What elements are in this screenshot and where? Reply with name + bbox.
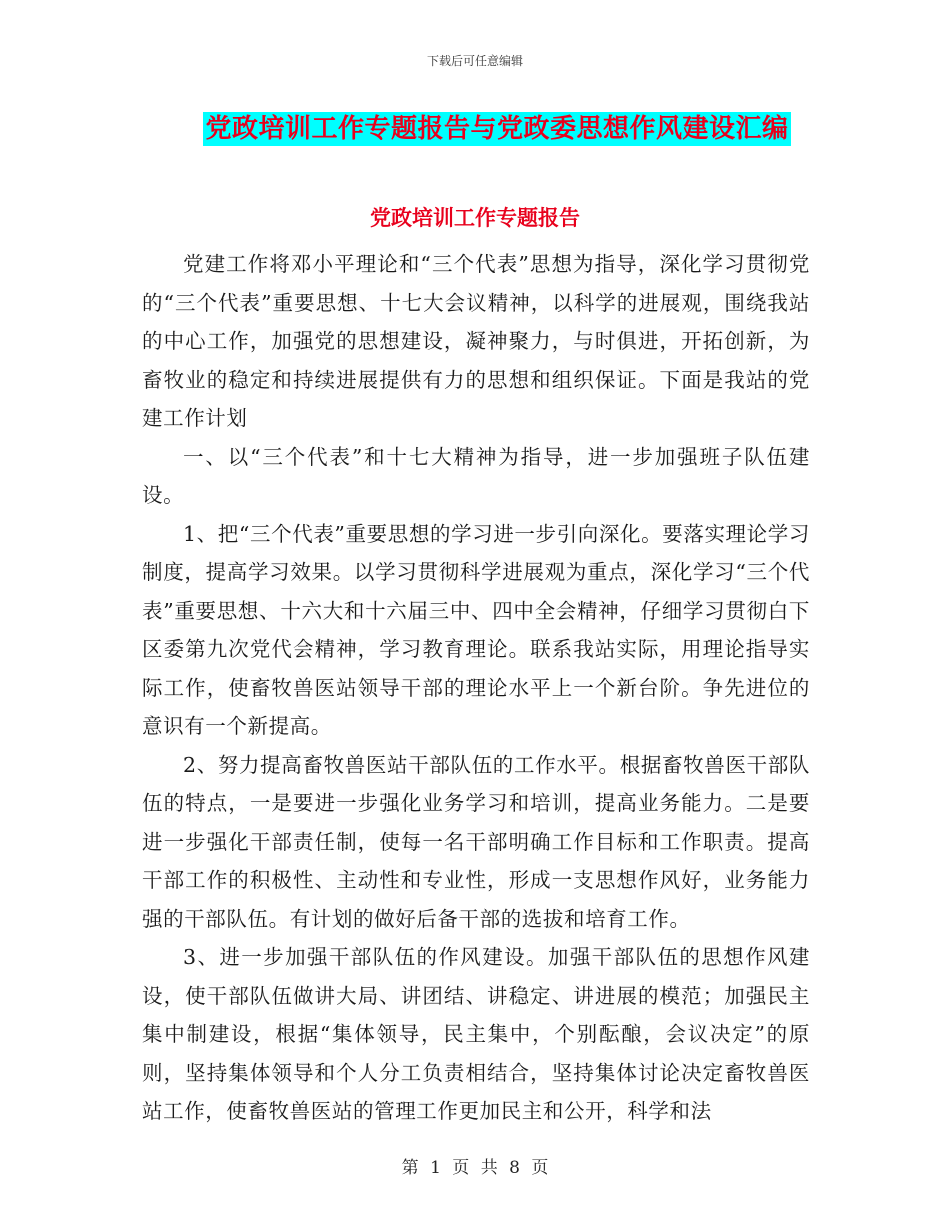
paragraph-item-1: 1、把“三个代表”重要思想的学习进一步引向深化。要落实理论学习制度，提高学习效果。以学习贯彻科学进展观为重点，深化学习“三个代表”重要思想、十六大和十六届三中、四中全会精神，仔细学习贯彻白下区委第九次党代会精神，学习教育理论。联系我站实际，用理论指导实际工作，使畜牧兽医站领导干部的理论水平上一个新台阶。争先进位的意识有一个新提高。 (142, 521, 810, 738)
paragraph-item-2: 2、努力提高畜牧兽医站干部队伍的工作水平。根据畜牧兽医干部队伍的特点，一是要进一步强化业务学习和培训，提高业务能力。二是要进一步强化干部责任制，使每一名干部明确工作目标和工作职责。提高干部工作的积极性、主动性和专业性，形成一支思想作风好，业务能力强的干部队伍。有计划的做好后备干部的选拔和培育工作。 (142, 752, 810, 931)
section-title: 党政培训工作专题报告 (370, 205, 580, 230)
page-footer: 第 1 页 共 8 页 (401, 1158, 549, 1178)
paragraph-intro: 党建工作将邓小平理论和“三个代表”思想为指导，深化学习贯彻党的“三个代表”重要思想、十七大会议精神，以科学的进展观，围绕我站的中心工作，加强党的思想建设，凝神聚力，与时俱进，开拓创新，为畜牧业的稳定和持续进展提供有力的思想和组织保证。下面是我站的党建工作计划 (142, 252, 810, 430)
paragraph-item-3: 3、进一步加强干部队伍的作风建设。加强干部队伍的思想作风建设，使干部队伍做讲大局、讲团结、讲稳定、讲进展的模范；加强民主集中制建设，根据“集体领导，民主集中，个别酝酿，会议决定”的原则，坚持集体领导和个人分工负责相结合，坚持集体讨论决定畜牧兽医站工作，使畜牧兽医站的管理工作更加民主和公开，科学和法 (142, 945, 810, 1123)
paragraph-heading-1: 一、以“三个代表”和十七大精神为指导，进一步加强班子队伍建设。 (142, 444, 810, 507)
document-body (142, 245, 810, 1131)
document-main-title: 党政培训工作专题报告与党政委思想作风建设汇编 (205, 114, 789, 144)
main-title-container (0, 112, 950, 146)
header-note: 下载后可任意编辑 (426, 54, 523, 68)
